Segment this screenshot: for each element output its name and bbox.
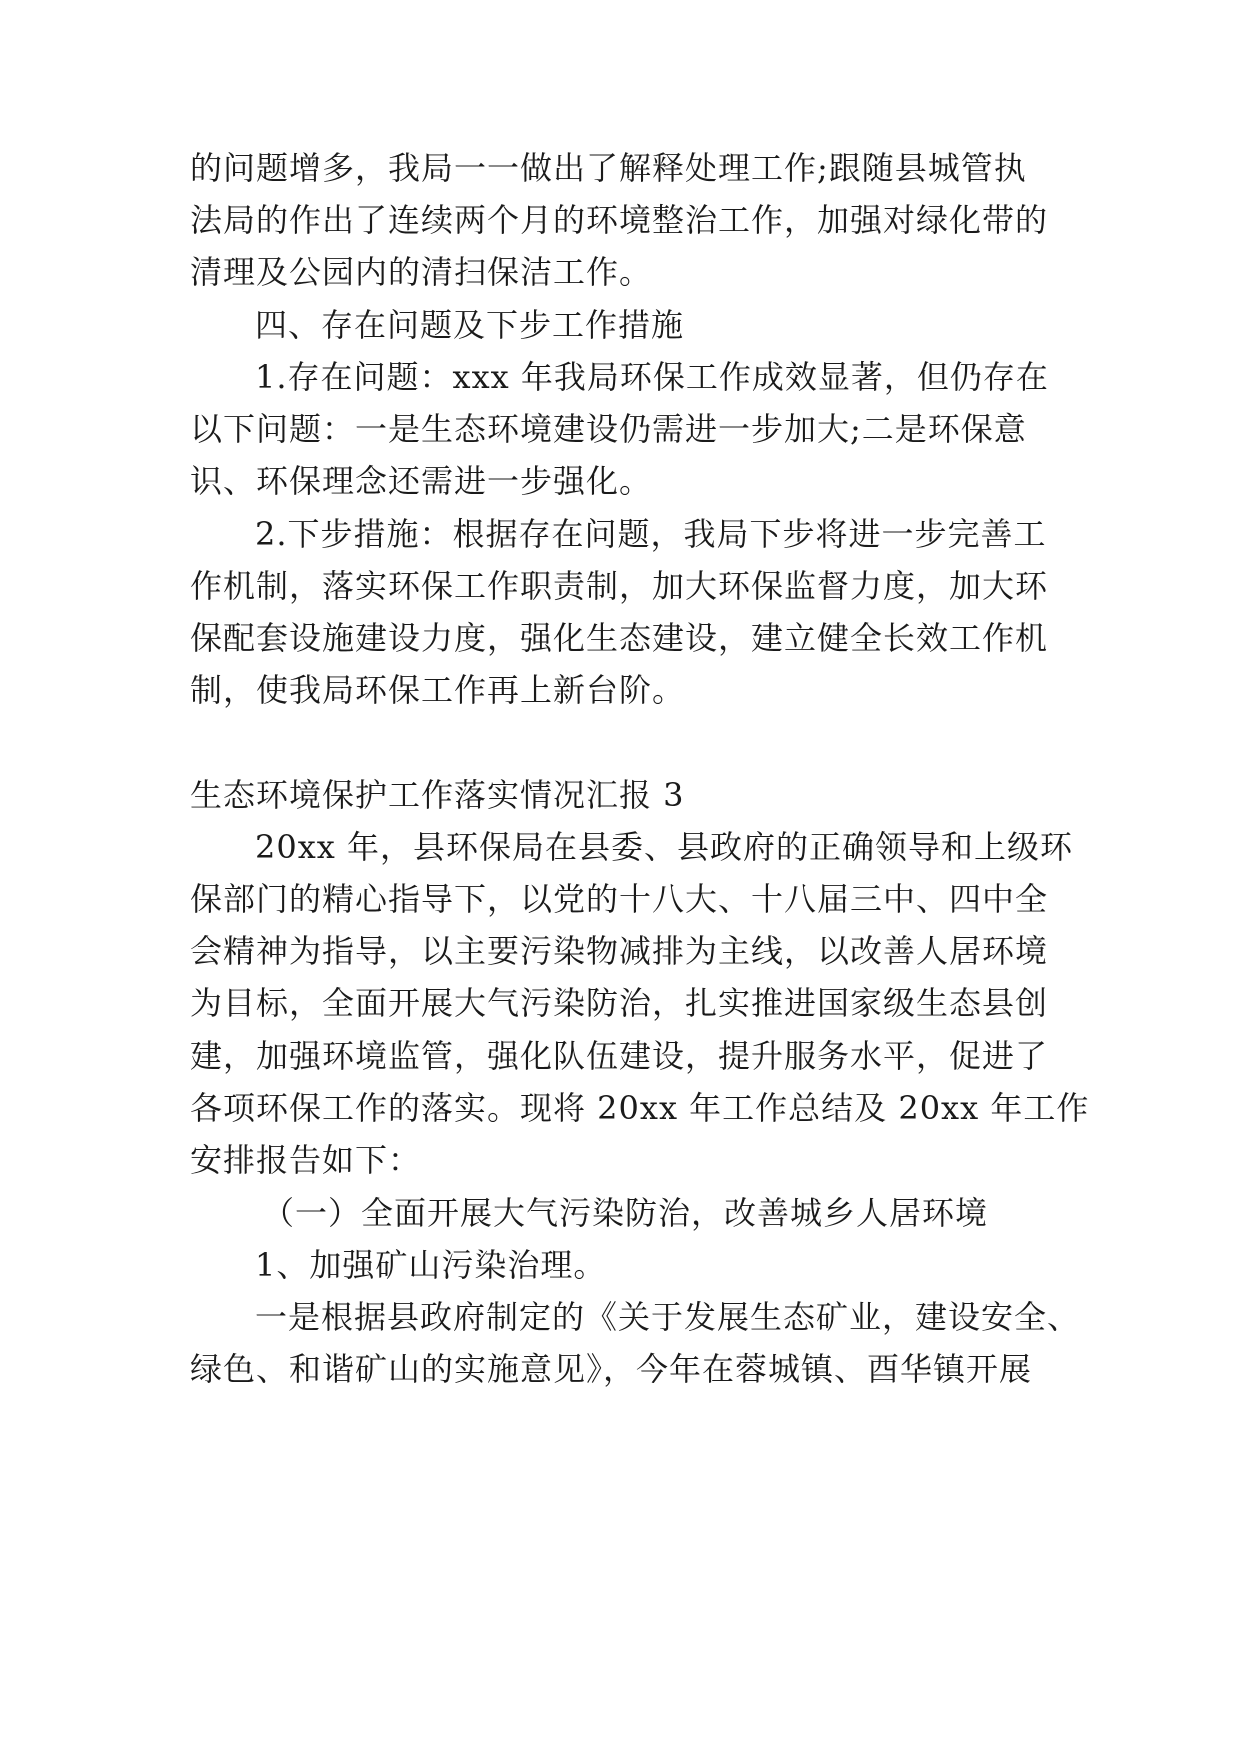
paragraph-line: 的问题增多，我局一一做出了解释处理工作;跟随县城管执 xyxy=(190,149,1027,187)
paragraph-line: 2.下步措施：根据存在问题，我局下步将进一步完善工 xyxy=(255,515,1047,553)
paragraph-line: 为目标，全面开展大气污染防治，扎实推进国家级生态县创 xyxy=(190,984,1049,1022)
paragraph-line: 1.存在问题：xxx 年我局环保工作成效显著，但仍存在 xyxy=(255,358,1049,396)
subsection-heading: （一）全面开展大气污染防治，改善城乡人居环境 xyxy=(262,1194,989,1232)
item-heading: 1、加强矿山污染治理。 xyxy=(255,1246,607,1284)
paragraph-line: 各项环保工作的落实。现将 20xx 年工作总结及 20xx 年工作 xyxy=(190,1089,1090,1127)
paragraph-line: 保配套设施建设力度，强化生态建设，建立健全长效工作机 xyxy=(190,619,1049,657)
paragraph-line: 安排报告如下： xyxy=(190,1141,422,1179)
paragraph-line: 以下问题：一是生态环境建设仍需进一步加大;二是环保意 xyxy=(190,410,1027,448)
paragraph-line: 保部门的精心指导下，以党的十八大、十八届三中、四中全 xyxy=(190,880,1049,918)
section-heading: 四、存在问题及下步工作措施 xyxy=(255,306,685,344)
report-title: 生态环境保护工作落实情况汇报 3 xyxy=(190,776,685,814)
paragraph-line: 绿色、和谐矿山的实施意见》，今年在蓉城镇、酉华镇开展 xyxy=(190,1350,1033,1388)
paragraph-line: 会精神为指导，以主要污染物减排为主线，以改善人居环境 xyxy=(190,932,1049,970)
paragraph-line: 作机制，落实环保工作职责制，加大环保监督力度，加大环 xyxy=(190,567,1049,605)
paragraph-line: 20xx 年，县环保局在县委、县政府的正确领导和上级环 xyxy=(255,828,1073,866)
paragraph-line: 法局的作出了连续两个月的环境整治工作，加强对绿化带的 xyxy=(190,201,1049,239)
paragraph-line: 制，使我局环保工作再上新台阶。 xyxy=(190,671,686,709)
paragraph-line: 建，加强环境监管，强化队伍建设，提升服务水平，促进了 xyxy=(190,1037,1049,1075)
paragraph-line: 识、环保理念还需进一步强化。 xyxy=(190,462,653,500)
paragraph-line: 清理及公园内的清扫保洁工作。 xyxy=(190,253,653,291)
paragraph-line: 一是根据县政府制定的《关于发展生态矿业，建设安全、 xyxy=(255,1298,1081,1336)
